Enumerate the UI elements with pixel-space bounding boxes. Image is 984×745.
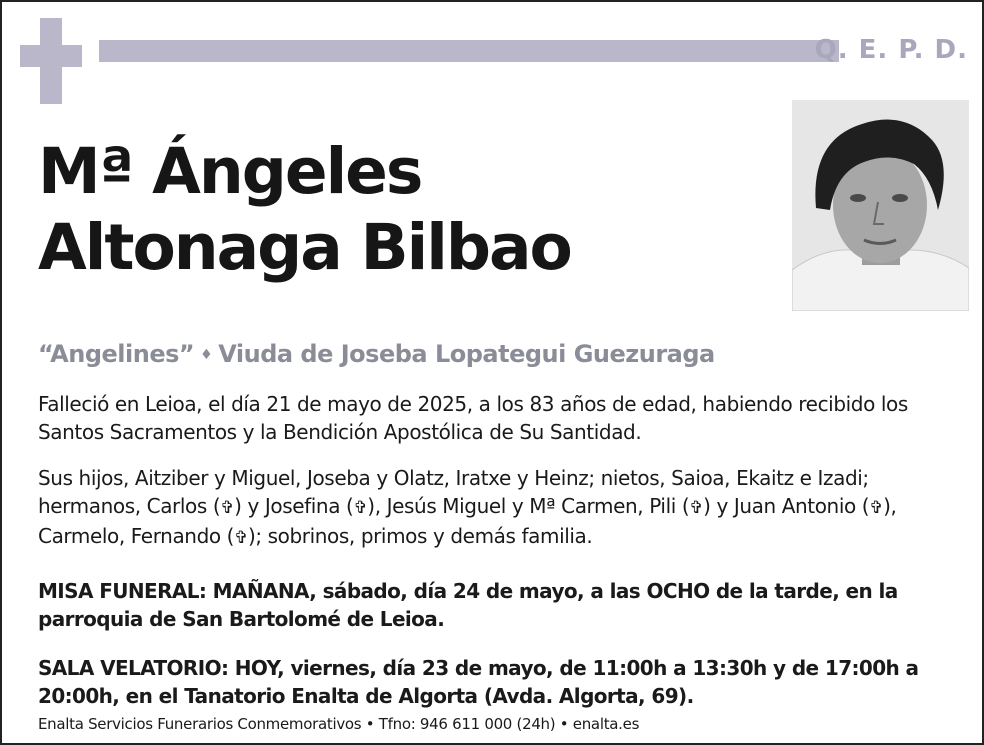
diamond-separator-icon: ♦ xyxy=(200,347,213,363)
cross-mark-icon: ✞ xyxy=(220,498,235,518)
death-notice: Falleció en Leioa, el día 21 de mayo de 2025, a los 83 años de edad, habiendo recibido los Santos Sacramentos y la Bendición Apostólica de Su Santidad. xyxy=(38,392,908,444)
subtitle xyxy=(38,340,715,368)
header-rule xyxy=(99,40,839,62)
family-text-d: ) y Juan Antonio ( xyxy=(703,494,870,518)
name-line-2: Altonaga Bilbao xyxy=(38,211,571,284)
nickname: “Angelines” xyxy=(38,340,195,368)
family-list xyxy=(38,464,950,552)
deceased-name xyxy=(38,134,571,286)
wake-info: SALA VELATORIO: HOY, viernes, día 23 de mayo, de 11:00h a 13:30h y de 17:00h a 20:00h, en el Tanatorio Enalta de Algorta (Avda. Algorta, 69). xyxy=(38,656,919,708)
cross-mark-icon: ✞ xyxy=(234,528,248,548)
family-text-c: ), Jesús Miguel y Mª Carmen, Pili ( xyxy=(367,494,690,518)
name-line-1: Mª Ángeles xyxy=(38,135,422,208)
qepd-label: Q. E. P. D. xyxy=(814,35,968,65)
widow-of: Viuda de Joseba Lopategui Guezuraga xyxy=(218,340,715,368)
cross-mark-icon: ✞ xyxy=(869,498,884,518)
family-text-e: ), Carmelo, Fernando ( xyxy=(38,494,897,548)
funeral-mass: MISA FUNERAL: MAÑANA, sábado, día 24 de mayo, a las OCHO de la tarde, en la parroquia de San Bartolomé de Leioa. xyxy=(38,579,898,631)
cross-mark-icon: ✞ xyxy=(353,498,368,518)
footer-funeral-home: Enalta Servicios Funerarios Conmemorativos • Tfno: 946 611 000 (24h) • enalta.es xyxy=(38,715,640,733)
portrait-photo xyxy=(792,100,969,311)
family-text-b: ) y Josefina ( xyxy=(234,494,354,518)
family-text-a: Sus hijos, Aitziber y Miguel, Joseba y Olatz, Iratxe y Heinz; nietos, Saioa, Ekaitz e Izadi; hermanos, Carlos ( xyxy=(38,466,869,518)
cross-mark-icon: ✞ xyxy=(689,498,704,518)
family-text-f: ); sobrinos, primos y demás familia. xyxy=(247,524,593,548)
latin-cross-icon xyxy=(20,18,82,104)
portrait-icon xyxy=(792,100,969,311)
